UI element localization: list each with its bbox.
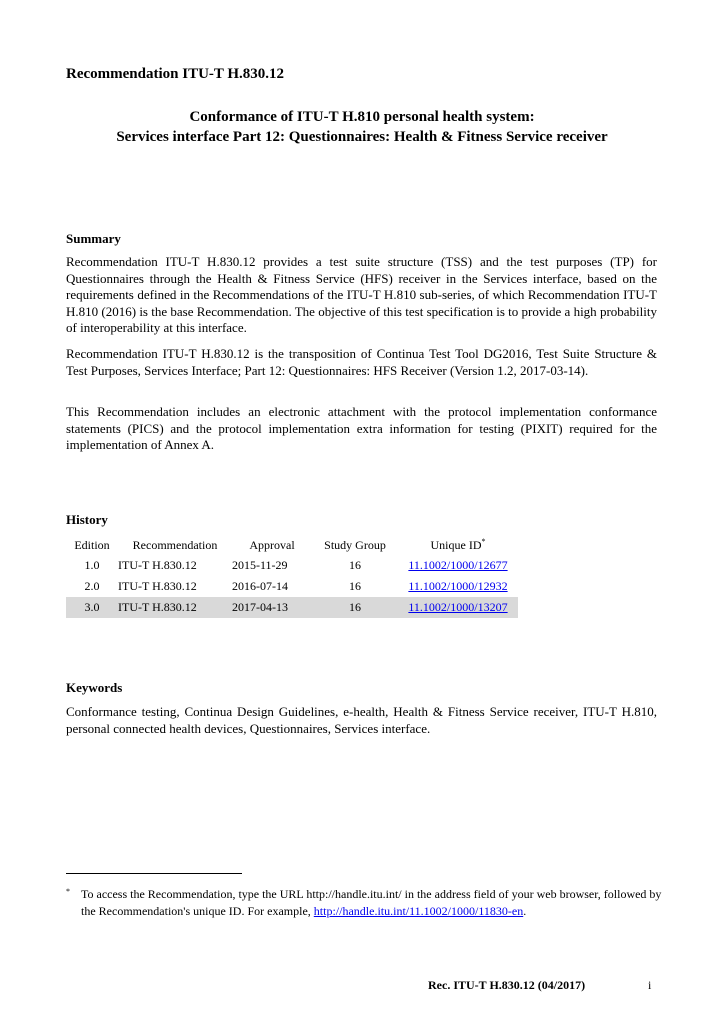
page-title [0,107,724,147]
unique-id-link[interactable]: 11.1002/1000/12677 [408,558,508,572]
history-header-row [66,535,518,555]
footnote-marker: * [66,887,70,896]
page-number: i [648,978,652,992]
summary-paragraph-2: Recommendation ITU-T H.830.12 is the transposition of Continua Test Tool DG2016, Test Suite Structure & Test Purposes, Services Interface; Part 12: Questionnaires: HFS Receiver (Version 1.2, 2017-03-14). [66,346,657,378]
page-footer-label: Rec. ITU-T H.830.12 (04/2017) [428,978,586,992]
cell-approval: 2015-11-29 [232,558,288,572]
footnote-text-end: . [523,903,527,918]
cell-study-group: 16 [349,558,361,572]
footnote-marker: * [481,537,486,546]
title-line-1: Conformance of ITU-T H.810 personal health system: [189,109,535,125]
summary-heading: Summary [66,231,121,246]
cell-edition: 3.0 [66,597,118,618]
keywords-text: Conformance testing, Continua Design Guidelines, e-health, Health & Fitness Service receiver, ITU-T H.810, personal connected health devices, Questionnaires, Services interface. [66,704,657,736]
history-table [66,535,518,618]
footnote-text: To access the Recommendation, type the URL http://handle.itu.int/ in the address field of your web browser, followed by the Recommendation's unique ID. For example, [81,887,662,918]
cell-recommendation: ITU-T H.830.12 [118,558,197,572]
column-header-unique-id: Unique ID* [430,537,486,552]
footnote [66,886,662,919]
column-header-edition: Edition [74,537,110,552]
footnote-divider [66,873,242,874]
unique-id-link[interactable]: 11.1002/1000/12932 [408,579,508,593]
table-row [66,555,518,576]
unique-id-link[interactable]: 11.1002/1000/13207 [408,600,508,614]
cell-edition: 2.0 [84,579,100,593]
summary-paragraph-1: Recommendation ITU-T H.830.12 provides a test suite structure (TSS) and the test purposes (TP) for Questionnaires through the Health & Fitness Service (HFS) receiver in the Services interface, based on the requirements defined in the Recommendations of the ITU-T H.810 sub-series, of which Recommendation ITU-T H.810 (2016) is the base Recommendation. The objective of this test specification is to provide a high probability of interoperability at this interface. [66,254,657,335]
cell-edition: 1.0 [84,558,100,572]
column-header-approval: Approval [249,537,295,552]
history-heading: History [66,512,108,527]
cell-study-group: 16 [349,579,361,593]
recommendation-label: Recommendation ITU-T H.830.12 [66,66,285,82]
column-header-recommendation: Recommendation [132,537,218,552]
table-row [66,597,518,618]
title-line-2: Services interface Part 12: Questionnaires: Health & Fitness Service receiver [116,129,608,145]
column-header-study-group: Study Group [324,537,386,552]
table-row [66,576,518,597]
cell-study-group: 16 [312,597,398,618]
cell-approval: 2016-07-14 [232,579,288,593]
cell-approval: 2017-04-13 [232,597,312,618]
keywords-heading: Keywords [66,680,123,695]
summary-paragraph-3: This Recommendation includes an electronic attachment with the protocol implementation conformance statements (PICS) and the protocol implementation extra information for testing (PIXIT) required for the implementation of Annex A. [66,404,657,452]
cell-recommendation: ITU-T H.830.12 [118,597,232,618]
footnote-example-link[interactable]: http://handle.itu.int/11.1002/1000/11830-en [313,903,524,918]
cell-recommendation: ITU-T H.830.12 [118,579,197,593]
